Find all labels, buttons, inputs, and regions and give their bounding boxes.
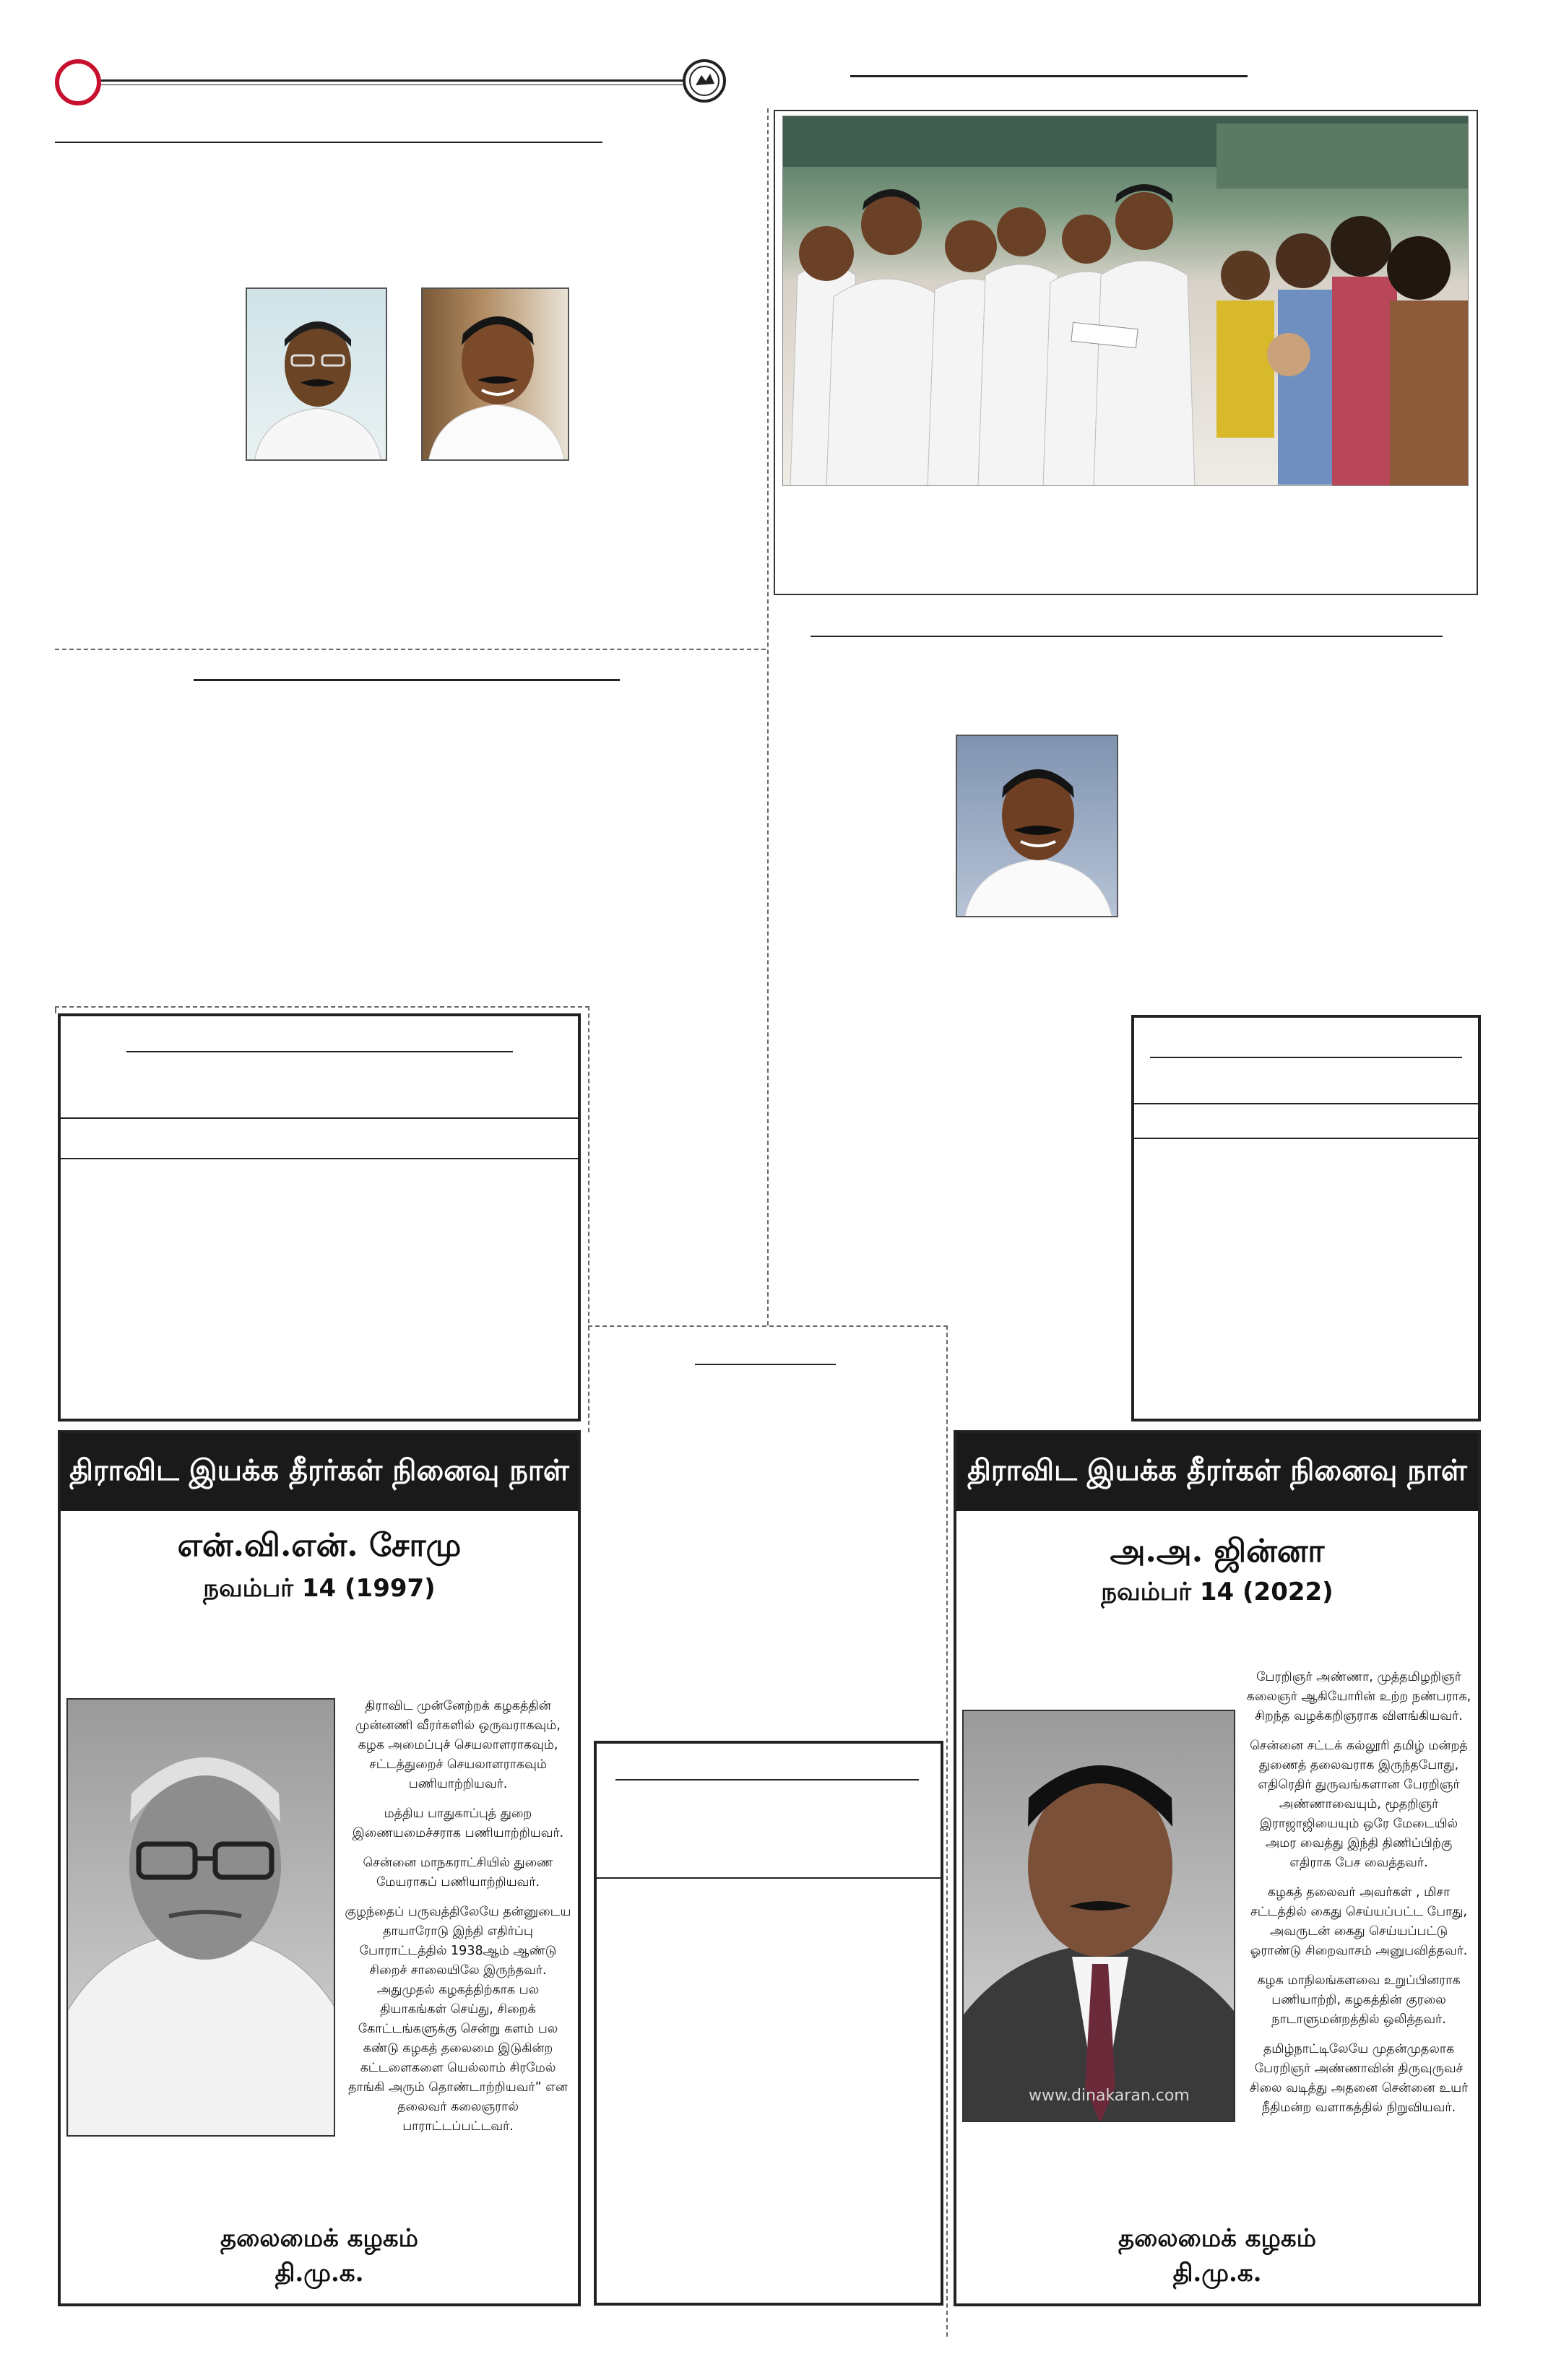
left-tribute-paragraph: மத்திய பாதுகாப்புத் துறை இணையமைச்சராக பணியாற்றியவர். <box>352 1806 564 1840</box>
left-headline-rule <box>55 142 602 143</box>
right-tribute-text <box>1244 1668 1474 2128</box>
right-tribute-photo <box>962 1710 1235 2122</box>
left-tribute-box <box>58 1430 581 2306</box>
column-separator <box>767 108 769 1325</box>
left-tribute-header: திராவிட இயக்க தீரர்கள் நினைவு நாள் <box>61 1433 578 1511</box>
right-panel-divider-2 <box>1134 1138 1478 1139</box>
section-separator <box>55 649 766 650</box>
right-panel-divider-1 <box>1134 1103 1478 1104</box>
center-panel-title-rule <box>615 1779 919 1780</box>
right-second-headline-rule <box>811 636 1443 637</box>
right-tribute-paragraph: தமிழ்நாட்டிலேயே முதன்முதலாக பேரறிஞர் அண்ணாவின் திருவுருவச் சிலை வடித்து அதனை சென்னை உயர் நீதிமன்ற வளாகத்தில் நிறுவியவர். <box>1249 2042 1469 2115</box>
left-tribute-paragraph: சென்னை மாநகராட்சியில் துணை மேயராகப் பணியாற்றியவர். <box>363 1856 553 1890</box>
right-tribute-footer-party: தி.மு.க. <box>1172 2259 1262 2288</box>
right-headline-rule <box>850 75 1248 77</box>
left-tribute-paragraph: திராவிட முன்னேற்றக் கழகத்தின் முன்னணி வீரர்களில் ஒருவராகவும், கழக அமைப்புச் செயலாளராகவும், சட்டத்துறைச் செயலாளராகவும் பணியாற்றியவர். <box>355 1699 561 1791</box>
right-tribute-paragraph: பேரறிஞர் அண்ணா, முத்தமிழறிஞர் கலைஞர் ஆகியோரின் உற்ற நண்பராக, சிறந்த வழக்கறிஞராக விளங்கியவர். <box>1246 1670 1471 1723</box>
center-headline-rule <box>695 1364 836 1365</box>
panel-dash-right <box>588 1006 589 1432</box>
right-tribute-paragraph: கழகத் தலைவர் அவர்கள் , மிசா சட்டத்தில் கைது செய்யப்பட்ட போது, அவருடன் கைது செய்யப்பட்டு ஓராண்டு சிறைவாசம் அனுபவித்தவர். <box>1250 1885 1468 1958</box>
left-panel-divider-1 <box>61 1117 578 1119</box>
left-tribute-paragraph: குழந்தைப் பருவத்திலேயே தன்னுடைய தாயாரோடு இந்தி எதிர்ப்பு போராட்டத்தில் 1938ஆம் ஆண்டு சிறைச் சாலையிலே இருந்தவர். அதுமுதல் கழகத்திற்காக பல தியாகங்கள் செய்து, சிறைக் கோட்டங்களுக்கு சென்று களம் பல கண்டு கழகத் தலைமை இடுகின்ற கட்டளைகளை யெல்லாம் சிரமேல் தாங்கி அரும் தொண்டாற்றியவர்” என தலைவர் கலைஞரால் பாராட்டப்பட்டவர். <box>345 1905 571 2134</box>
right-tribute-date: நவம்பர் 14 (2022) <box>1101 1578 1334 1606</box>
left-tribute-footer-org: தலைமைக் கழகம் <box>220 2224 418 2253</box>
center-panel-dash-right <box>946 1325 948 2337</box>
right-tribute-name: அ.அ. ஜின்னா <box>1110 1533 1325 1570</box>
party-emblem-icon <box>683 59 726 103</box>
left-tribute-name: என்.வி.என். சோமு <box>177 1527 462 1564</box>
left-tribute-text <box>344 1697 572 2147</box>
right-tribute-paragraph: சென்னை சட்டக் கல்லூரி தமிழ் மன்றத் துணைத் தலைவராக இருந்தபோது, எதிரெதிர் துருவங்களான பேரறிஞர் அண்ணாவையும், மூதறிஞர் இராஜாஜியையும் ஒரே மேடையில் அமர வைத்து இந்தி திணிப்பிற்கு எதிராக பேச வைத்தவர். <box>1250 1739 1468 1870</box>
portrait-photo-3 <box>956 735 1118 917</box>
left-tribute-date: நவம்பர் 14 (1997) <box>203 1574 436 1603</box>
left-tribute-footer-party: தி.மு.க. <box>275 2259 364 2288</box>
right-panel-title-rule <box>1150 1057 1462 1058</box>
group-photo <box>782 116 1469 486</box>
right-tribute-paragraph: கழக மாநிலங்களவை உறுப்பினராக பணியாற்றி, கழகத்தின் குரலை நாடாளுமன்றத்தில் ஒலித்தவர். <box>1257 1973 1461 2027</box>
right-boxed-panel <box>1131 1015 1481 1421</box>
right-tribute-footer-org: தலைமைக் கழகம் <box>1118 2224 1316 2253</box>
panel-dash-top <box>55 1006 589 1008</box>
right-tribute-header: திராவிட இயக்க தீரர்கள் நினைவு நாள் <box>956 1433 1478 1511</box>
left-second-headline-rule <box>194 679 620 681</box>
portrait-photo-2 <box>421 287 569 461</box>
right-tribute-box <box>954 1430 1481 2306</box>
center-panel-dash-top <box>588 1325 948 1327</box>
left-panel-divider-2 <box>61 1158 578 1159</box>
left-boxed-panel <box>58 1013 581 1421</box>
left-panel-title-rule <box>126 1051 513 1052</box>
center-boxed-panel <box>594 1741 943 2306</box>
left-tribute-photo <box>66 1698 335 2137</box>
brand-circle-logo <box>55 59 101 105</box>
center-panel-divider <box>597 1877 941 1879</box>
masthead-rule <box>101 79 683 82</box>
photo-watermark: www.dinakaran.com <box>1029 2087 1190 2105</box>
portrait-photo-1 <box>246 287 387 461</box>
